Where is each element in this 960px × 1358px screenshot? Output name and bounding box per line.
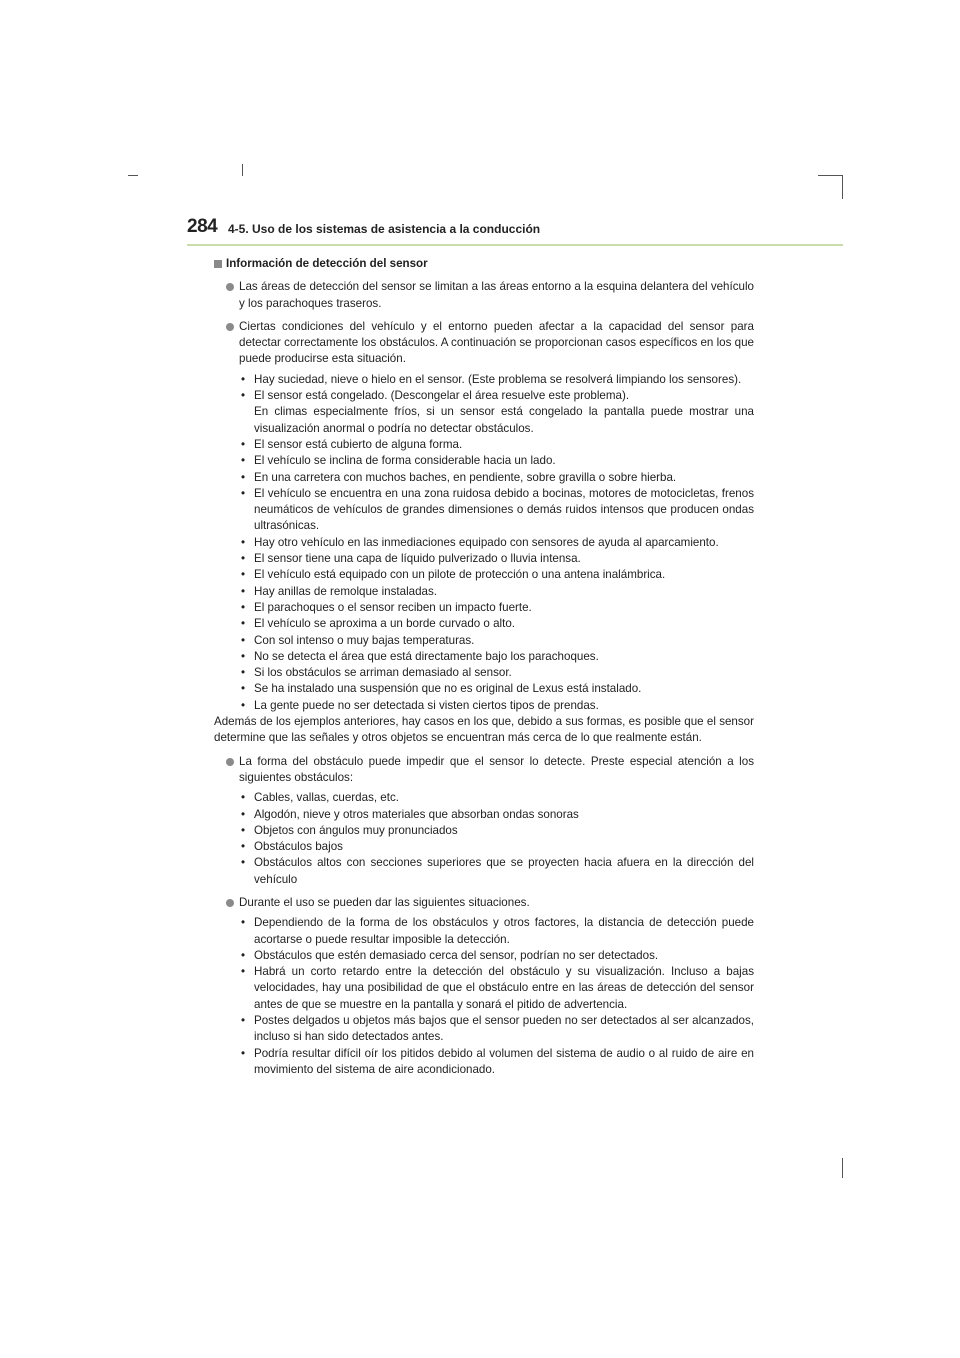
bullet-item xyxy=(214,279,754,312)
circle-bullet-icon xyxy=(226,283,234,291)
crop-mark-top-center xyxy=(242,164,243,176)
list-item: • Con sol intenso o muy bajas temperaturas. xyxy=(241,633,475,647)
conditions-list xyxy=(214,372,754,714)
body-paragraph: Además de los ejemplos anteriores, hay casos en los que, debido a sus formas, es posible que el sensor determine que las señales y otros objetos se encuentran más cerca de lo que realmente están. xyxy=(214,715,754,745)
section-title: Información de detección del sensor xyxy=(226,257,428,270)
list-item: • El vehículo está equipado con un pilote de protección o una antena inalámbrica. xyxy=(241,568,666,582)
circle-bullet-icon xyxy=(226,758,234,766)
list-item: • En una carretera con muchos baches, en pendiente, sobre gravilla o sobre hierba. xyxy=(241,470,677,484)
list-item: • Se ha instalado una suspensión que no es original de Lexus está instalado. xyxy=(241,682,642,696)
page-number: 284 xyxy=(187,216,218,237)
situations-list xyxy=(214,915,754,1078)
page-content xyxy=(214,256,754,1078)
list-item: • Obstáculos altos con secciones superiores que se proyecten hacia afuera en la dirección del vehículo xyxy=(241,856,754,886)
bullet-text: Las áreas de detección del sensor se limitan a las áreas entorno a la esquina delantera del vehículo y los parachoques traseros. xyxy=(239,280,754,310)
bullet-item xyxy=(214,895,754,911)
list-item: • Si los obstáculos se arriman demasiado al sensor. xyxy=(241,666,512,680)
list-item: • Dependiendo de la forma de los obstáculos y otros factores, la distancia de detección puede acortarse o puede resultar imposible la detección. xyxy=(241,916,754,946)
list-item: • El vehículo se aproxima a un borde curvado o alto. xyxy=(241,617,516,631)
crop-mark-top-left xyxy=(128,175,138,176)
list-item: • El parachoques o el sensor reciben un impacto fuerte. xyxy=(241,600,532,614)
list-item: • Obstáculos que estén demasiado cerca del sensor, podrían no ser detectados. xyxy=(241,948,659,962)
list-item: • No se detecta el área que está directamente bajo los parachoques. xyxy=(241,649,599,663)
bullet-text: Ciertas condiciones del vehículo y el entorno pueden afectar a la capacidad del sensor para detectar correctamente los obstáculos. A continuación se proporcionan casos específicos en los que puede producirse esta situación. xyxy=(239,319,754,366)
list-item: • Habrá un corto retardo entre la detección del obstáculo y su visualización. Incluso a bajas velocidades, hay una posibilidad de que el obstáculo entre en las áreas de detección del sensor antes de que se muestre en la pantalla y sonará el pitido de advertencia. xyxy=(241,965,754,1011)
list-item: • Hay otro vehículo en las inmediaciones equipado con sensores de ayuda al aparcamiento. xyxy=(241,535,719,549)
list-item: • El sensor está congelado. (Descongelar el área resuelve este problema). En climas especialmente fríos, si un sensor está congelado la pantalla puede mostrar una visualización anormal o podría no detectar obstáculos. xyxy=(241,389,754,435)
section-heading xyxy=(214,256,754,272)
list-item: • Algodón, nieve y otros materiales que absorban ondas sonoras xyxy=(241,807,579,821)
chapter-title: 4-5. Uso de los sistemas de asistencia a la conducción xyxy=(228,222,541,236)
circle-bullet-icon xyxy=(226,899,234,907)
list-item: • Obstáculos bajos xyxy=(241,840,343,854)
list-item: • El sensor tiene una capa de líquido pulverizado o lluvia intensa. xyxy=(241,552,581,566)
list-item: • Hay anillas de remolque instaladas. xyxy=(241,584,438,598)
list-item: • Cables, vallas, cuerdas, etc. xyxy=(241,791,399,805)
crop-mark-top-right-h xyxy=(818,175,842,176)
list-item: • El sensor está cubierto de alguna forma. xyxy=(241,437,463,451)
list-item: • Objetos con ángulos muy pronunciados xyxy=(241,823,458,837)
circle-bullet-icon xyxy=(226,323,234,331)
bullet-text: La forma del obstáculo puede impedir que el sensor lo detecte. Preste especial atención a los siguientes obstáculos: xyxy=(239,754,754,784)
list-item: • El vehículo se inclina de forma considerable hacia un lado. xyxy=(241,454,556,468)
bullet-item xyxy=(214,319,754,368)
list-item: • Postes delgados u objetos más bajos que el sensor pueden no ser detectados al ser alcanzados, incluso si han sido detectados antes. xyxy=(241,1014,754,1044)
obstacles-list xyxy=(214,790,754,888)
crop-mark-top-right-v xyxy=(842,175,843,199)
crop-mark-bottom-right xyxy=(842,1158,843,1178)
list-item: • Podría resultar difícil oír los pitidos debido al volumen del sistema de audio o al ruido de aire en movimiento del sistema de aire acondicionado. xyxy=(241,1046,754,1076)
header-rule xyxy=(187,244,843,246)
list-item: • El vehículo se encuentra en una zona ruidosa debido a bocinas, motores de motocicletas, frenos neumáticos de vehículos de grandes dimensiones o demás ruidos intensos que producen ondas ultrasónicas. xyxy=(241,486,754,533)
bullet-item xyxy=(214,754,754,787)
list-item: • La gente puede no ser detectada si visten ciertos tipos de prendas. xyxy=(241,698,599,712)
square-bullet-icon xyxy=(214,260,222,268)
list-item: • Hay suciedad, nieve o hielo en el sensor. (Este problema se resolverá limpiando los sensores). xyxy=(241,372,742,386)
bullet-text: Durante el uso se pueden dar las siguientes situaciones. xyxy=(239,895,530,909)
